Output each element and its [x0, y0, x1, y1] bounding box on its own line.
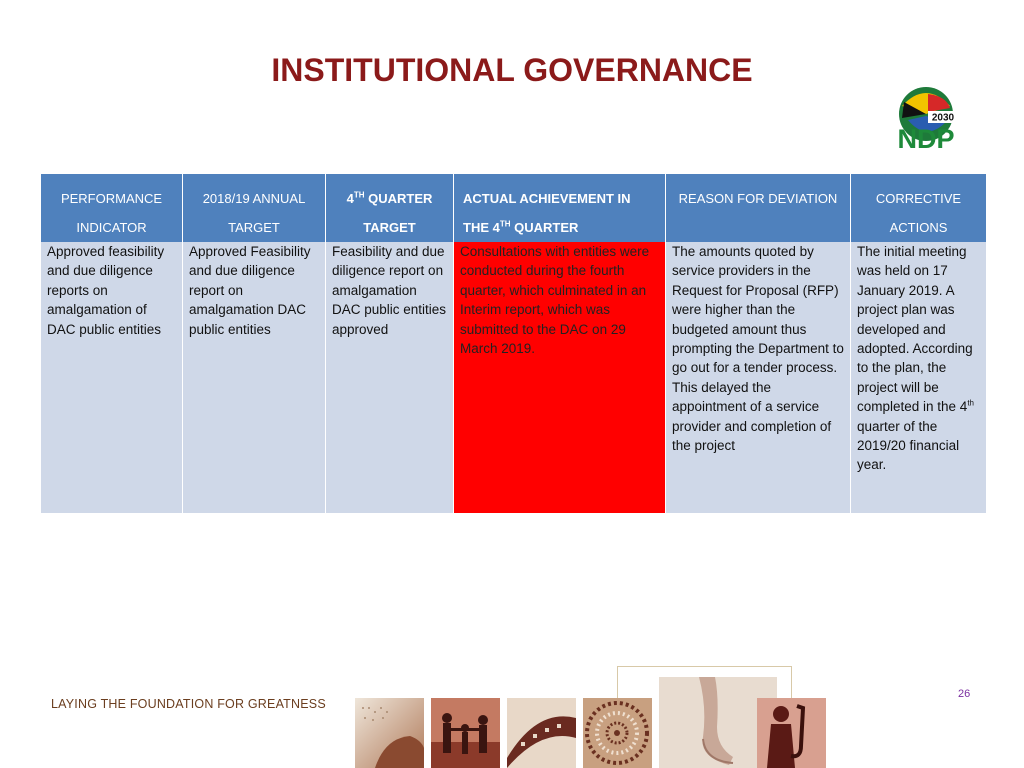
decorative-frame-line [617, 666, 792, 667]
cell-reason-for-deviation: The amounts quoted by service providers in the Request for Proposal (RFP) were higher than the budgeted amount thus prompting the Department to go out for a tender process. This delayed the appointment of a service provider and completion of the project [666, 242, 851, 513]
saxophone-player-photo [757, 698, 826, 768]
header-performance-indicator: PERFORMANCE INDICATOR [41, 174, 183, 242]
cell-annual-target: Approved Feasibility and due diligence report on amalgamation DAC public entities [183, 242, 326, 513]
header-corrective-actions: CORRECTIVE ACTIONS [851, 174, 987, 242]
slide-title: INSTITUTIONAL GOVERNANCE [271, 52, 753, 88]
beadwork-pattern-photo [583, 698, 652, 768]
header-actual-achievement: ACTUAL ACHIEVEMENT IN THE 4TH QUARTER [454, 174, 666, 242]
cell-actual-achievement: Consultations with entities were conducted during the fourth quarter, which culminated in an Interim report, which was submitted to the DAC on 29 March 2019. [454, 242, 666, 513]
header-reason-for-deviation: REASON FOR DEVIATION [666, 174, 851, 242]
table-header-row [41, 174, 987, 242]
page-number: 26 [958, 688, 971, 700]
header-quarter-target: 4TH QUARTER TARGET [326, 174, 454, 242]
cell-quarter-target: Feasibility and due diligence report on amalgamation DAC public entities approved [326, 242, 454, 513]
logo-year: 2030 [931, 112, 955, 124]
braille-reading-photo [355, 698, 424, 768]
family-silhouette-photo [431, 698, 500, 768]
logo-text: NDP [897, 124, 955, 154]
table-row [41, 242, 987, 513]
header-annual-target: 2018/19 ANNUAL TARGET [183, 174, 326, 242]
cell-performance-indicator: Approved feasibility and due diligence reports on amalgamation of DAC public entities [41, 242, 183, 513]
footer-tagline: LAYING THE FOUNDATION FOR GREATNESS [51, 697, 326, 711]
film-reel-photo [507, 698, 576, 768]
ndp-2030-logo [888, 84, 964, 154]
governance-table [40, 174, 987, 513]
cell-corrective-actions: The initial meeting was held on 17 January 2019. A project plan was developed and adopted. According to the plan, the project will be completed in the 4th quarter of the 2019/20 financial year. [851, 242, 987, 513]
